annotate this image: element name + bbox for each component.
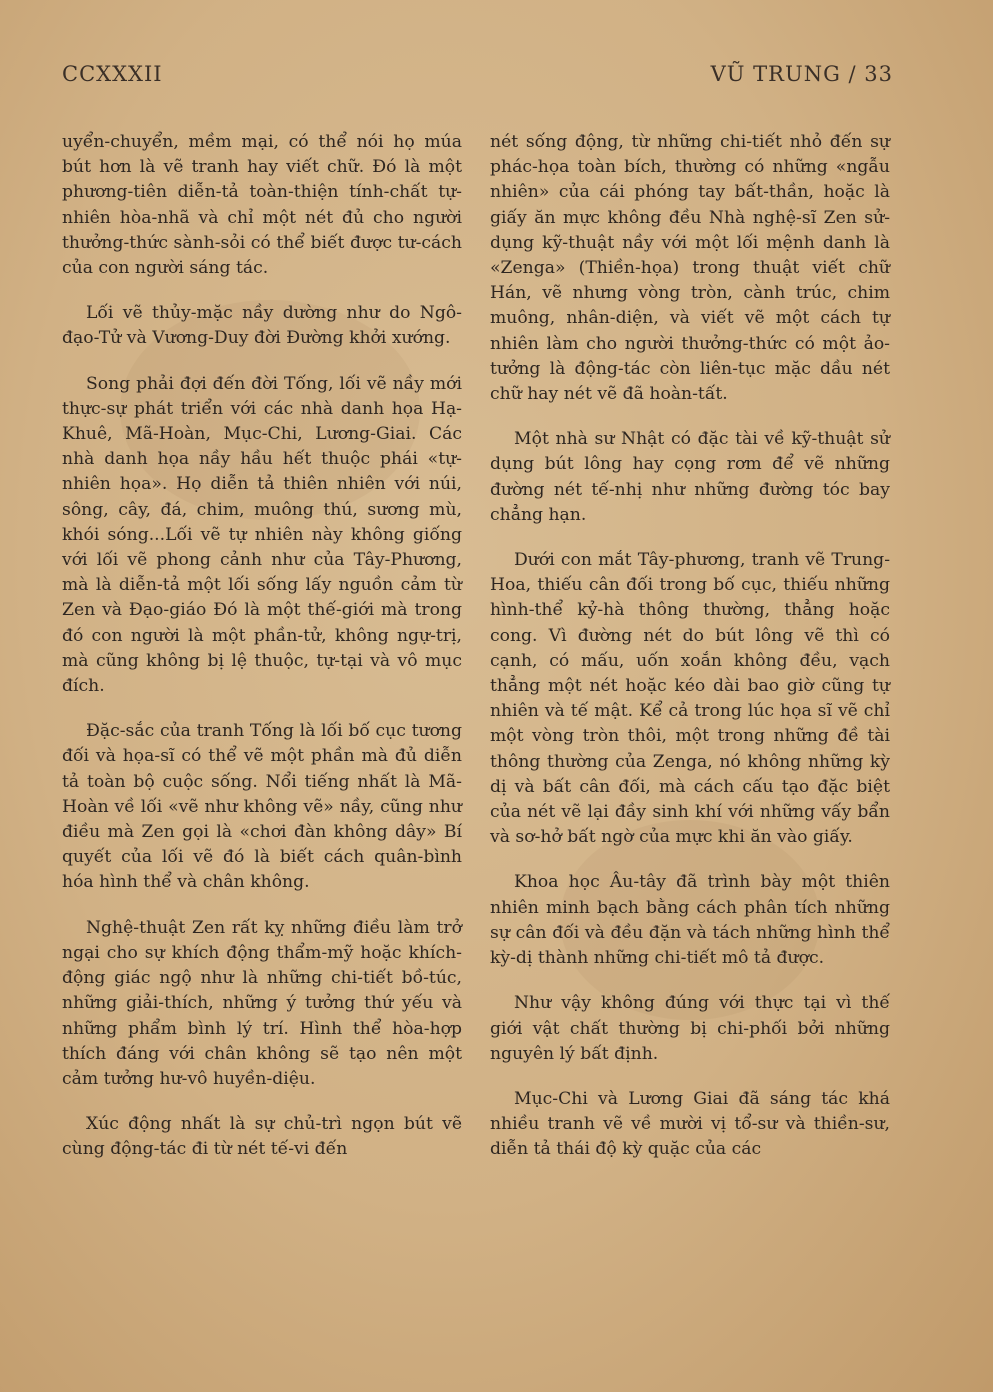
paragraph: Một nhà sư Nhật có đặc tài về kỹ-thuật sử dụng bút lông hay cọng rơm để vẽ những đường nét tế-nhị như những đường tóc bay chẳng hạn.: [490, 429, 890, 525]
page-header-left: CCXXXII: [62, 62, 163, 86]
right-column: [490, 130, 890, 1183]
paragraph: uyển-chuyển, mềm mại, có thể nói họ múa bút hơn là vẽ tranh hay viết chữ. Đó là một phương-tiên diễn-tả toàn-thiện tính-chất tự-nhiên hòa-nhã và chỉ một nét đủ cho người thưởng-thức sành-sỏi có thể biết được tư-cách của con người sáng tác.: [62, 132, 462, 279]
paragraph: Như vậy không đúng với thực tại vì thế giới vật chất thường bị chi-phối bởi những nguyên lý bất định.: [490, 993, 890, 1064]
paragraph: Mục-Chi và Lương Giai đã sáng tác khá nhiều tranh vẽ về mười vị tổ-sư và thiền-sư, diễn tả thái độ kỳ quặc của các: [490, 1088, 890, 1160]
paragraph: Đặc-sắc của tranh Tống là lối bố cục tương đối và họa-sĩ có thể vẽ một phần mà đủ diễn tả toàn bộ cuộc sống. Nổi tiếng nhất là Mã-Hoàn về lối «vẽ như không vẽ» nầy, cũng như điều mà Zen gọi là «chơi đàn không dây» Bí quyết của lối vẽ đó là biết cách quân-bình hóa hình thể và chân không.: [62, 721, 462, 893]
paragraph: Xúc động nhất là sự chủ-trì ngọn bút vẽ cùng động-tác đi từ nét tế-vi đến: [62, 1114, 462, 1160]
paragraph: Nghệ-thuật Zen rất kỵ những điều làm trở ngại cho sự khích động thẩm-mỹ hoặc khích-động giác ngộ như là những chi-tiết bồ-túc, những giải-thích, những ý tưởng thứ yếu và những phẩm bình lý trí. Hình thể hòa-hợp thích đáng với chân không sẽ tạo nên một cảm tưởng hư-vô huyền-diệu.: [62, 917, 462, 1089]
page-header: [62, 62, 893, 94]
paragraph: Dưới con mắt Tây-phương, tranh vẽ Trung-Hoa, thiếu cân đối trong bố cục, thiếu những hình-thể kỷ-hà thông thường, thẳng hoặc cong. Vì đường nét do bút lông vẽ thì có cạnh, có mấu, uốn xoắn không đều, vạch thẳng một nét hoặc kéo dài bao giờ cũng tự nhiên và tế mật. Kể cả trong lúc họa sĩ vẽ chỉ một vòng tròn thôi, một trong những đề tài thông thường của Zenga, nó không những kỳ dị và bất cân đối, mà cách cấu tạo đặc biệt của nét vẽ lại đầy sinh khí với những vấy bẩn và sơ-hở bất ngờ của mực khi ăn vào giấy.: [490, 550, 890, 848]
paragraph: Lối vẽ thủy-mặc nầy dường như do Ngô-đạo-Tử và Vương-Duy đời Đường khởi xướng.: [62, 303, 462, 349]
paragraph: Khoa học Âu-tây đã trình bày một thiên nhiên minh bạch bằng cách phân tích những sự cân đối và đều đặn và tách những hình thể kỳ-dị thành những chi-tiết mô tả được.: [490, 872, 890, 969]
paragraph: Song phải đợi đến đời Tống, lối vẽ nầy mới thực-sự phát triển với các nhà danh họa Hạ-Khuê, Mã-Hoàn, Mục-Chi, Lương-Giai. Các nhà danh họa nầy hầu hết thuộc phái «tự-nhiên họa». Họ diễn tả thiên nhiên với núi, sông, cây, đá, chim, muông thú, sương mù, khói sóng...Lối vẽ tự nhiên này không giống với lối vẽ phong cảnh như của Tây-Phương, mà là diễn-tả một lối sống lấy nguồn cảm từ Zen và Đạo-giáo Đó là một thế-giới mà trong đó con người là một phần-tử, không ngự-trị, mà cũng không bị lệ thuộc, tự-tại và vô mục đích.: [62, 373, 462, 697]
left-column: [62, 130, 462, 1183]
page-header-right: VŨ TRUNG / 33: [710, 62, 893, 86]
paragraph: nét sống động, từ những chi-tiết nhỏ đến sự phác-họa toàn bích, thường có những «ngẫu nhiên» của cái phóng tay bất-thần, hoặc là giấy ăn mực không đều Nhà nghệ-sĩ Zen sử-dụng kỹ-thuật nầy với một lối mệnh danh là «Zenga» (Thiền-họa) trong thuật viết chữ Hán, vẽ nhưng vòng tròn, cành trúc, chim muông, nhân-diện, và viết vẽ một cách tự nhiên làm cho người thưởng-thức có một ảo-tưởng là động-tác còn liên-tục mặc dầu nét chữ hay nét vẽ đã hoàn-tất.: [490, 132, 890, 405]
